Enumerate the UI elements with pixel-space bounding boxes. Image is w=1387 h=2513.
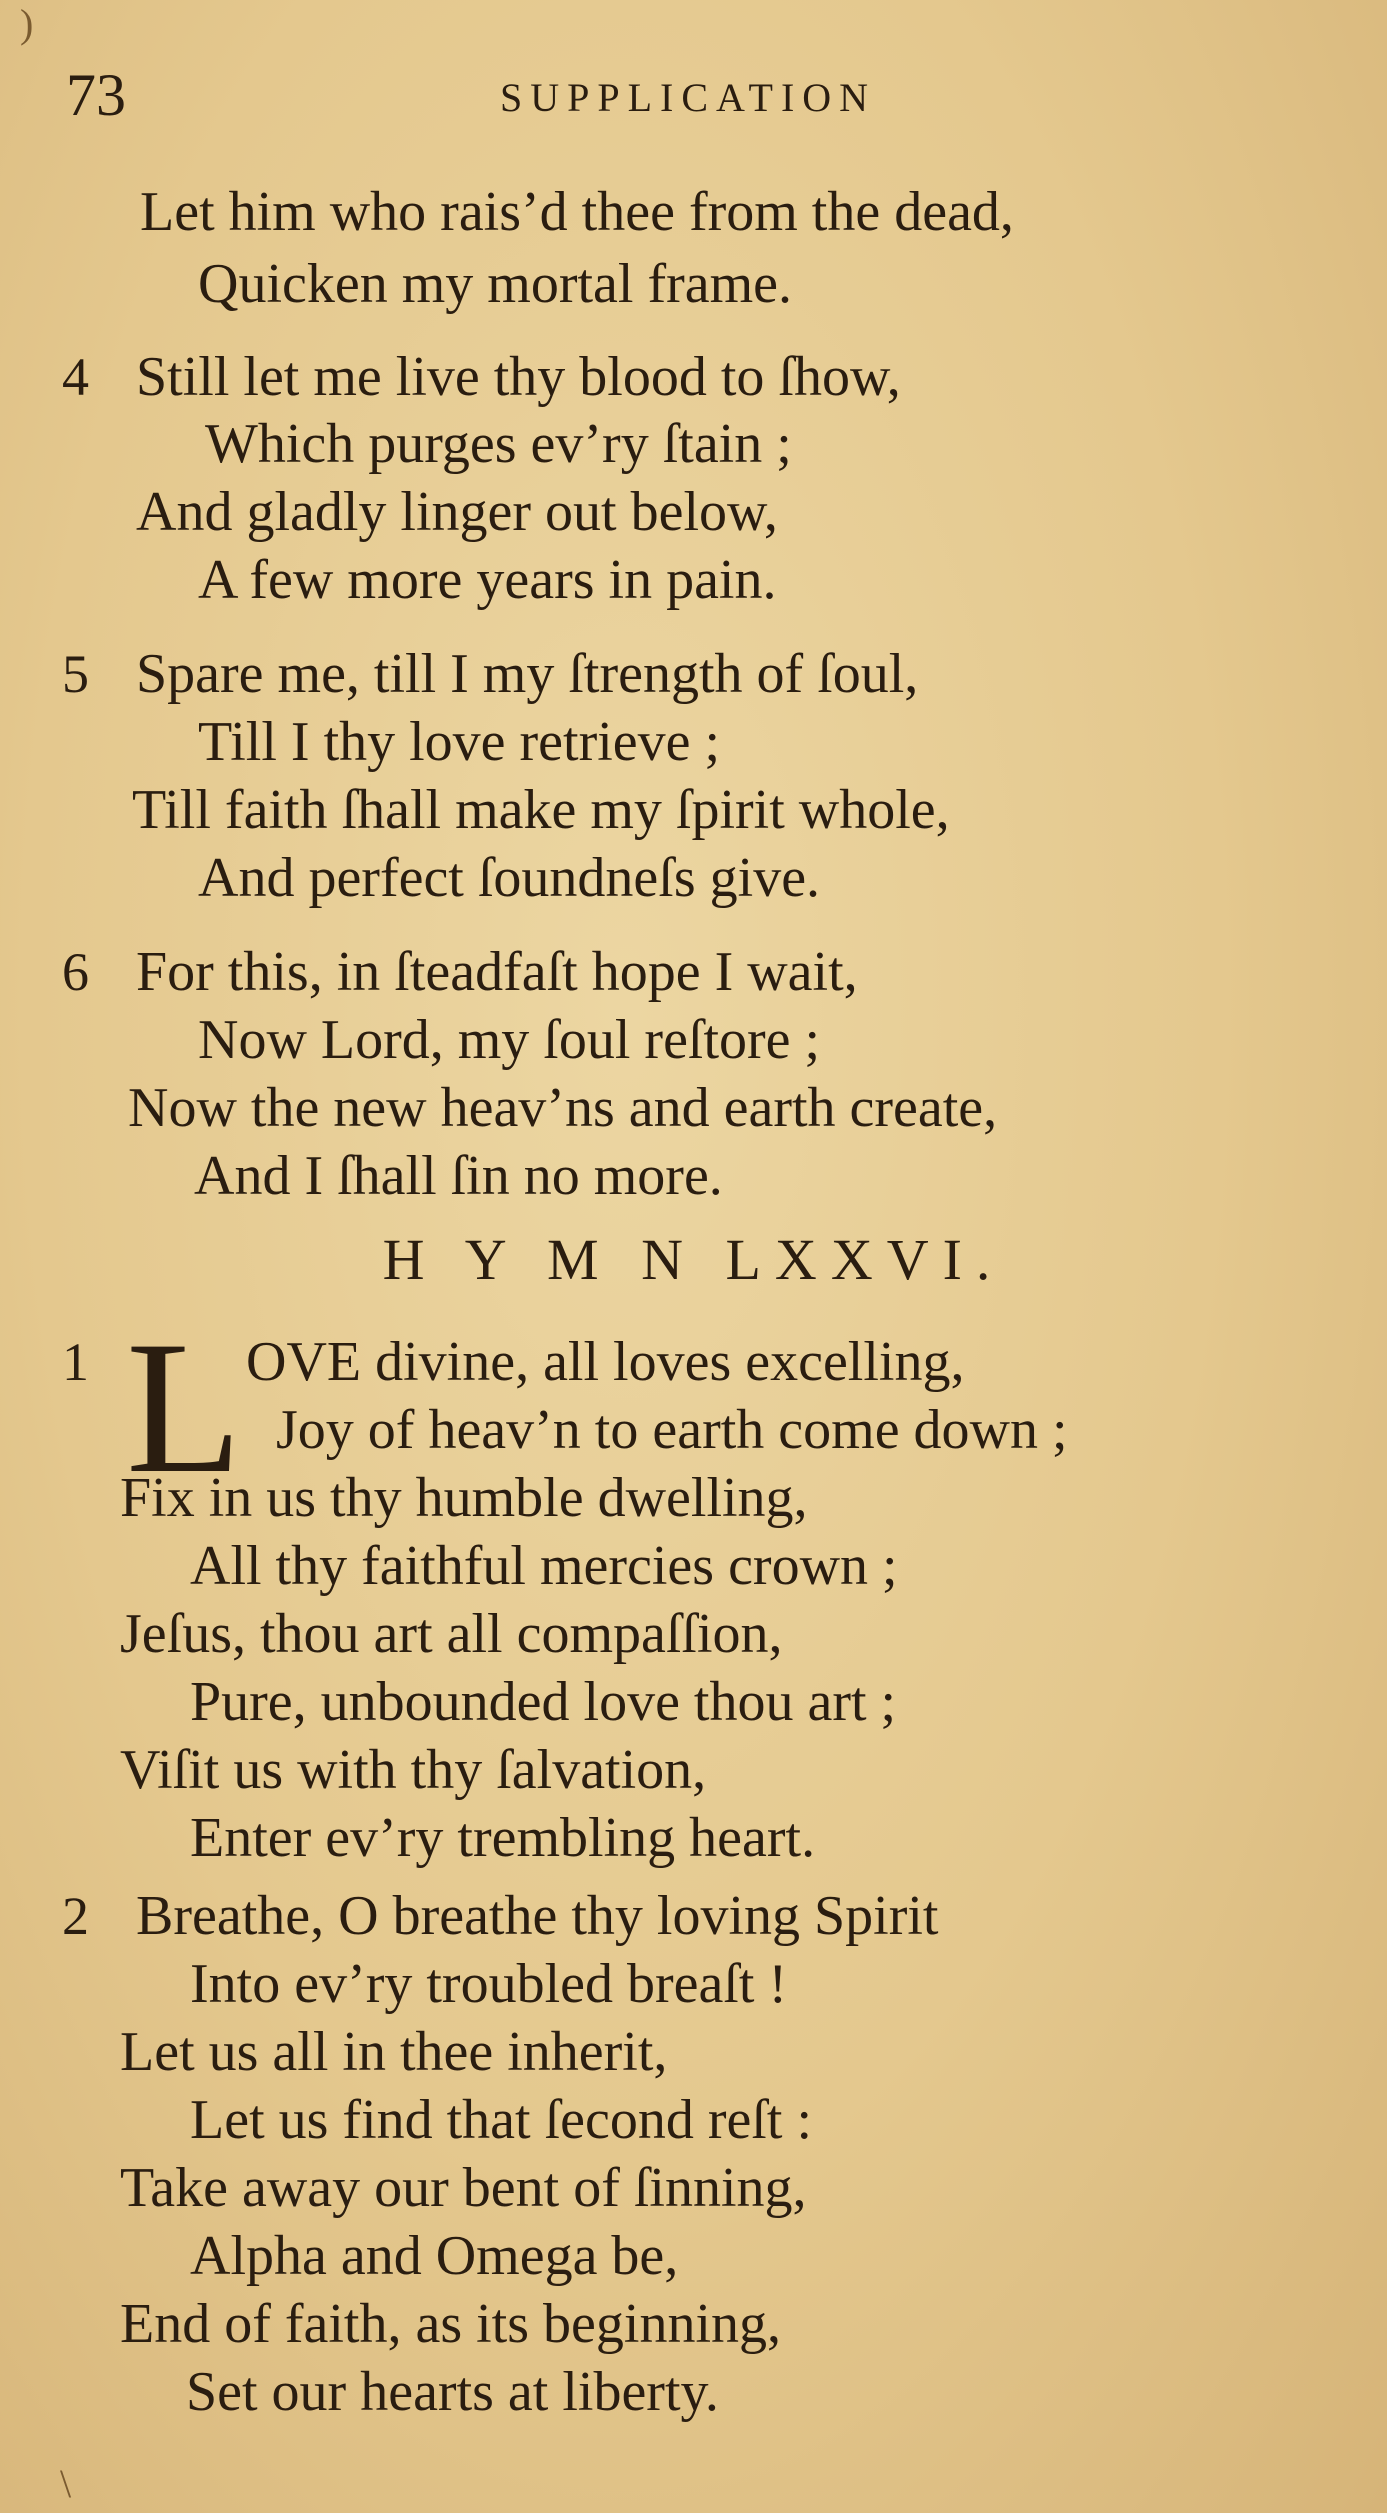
verse-line: Viſit us with thy ſalvation, [120, 1739, 707, 1801]
verse-line: And I ſhall ſin no more. [194, 1145, 723, 1207]
verse-line: Jeſus, thou art all compaſſion, [120, 1603, 783, 1665]
page-number: 73 [66, 62, 126, 128]
verse-line: All thy faithful mercies crown ; [190, 1535, 898, 1597]
stanza-number: 2 [62, 1886, 89, 1946]
verse-line: Pure, unbounded love thou art ; [190, 1671, 897, 1733]
verse-line: End of faith, as its beginning, [120, 2293, 782, 2355]
stanza-number: 6 [62, 942, 89, 1002]
verse-line: Joy of heav’n to earth come down ; [276, 1399, 1068, 1461]
verse-line: Still let me live thy blood to ſhow, [136, 346, 901, 408]
page-header [0, 60, 1387, 130]
verse-line: For this, in ſteadfaſt hope I wait, [136, 941, 858, 1003]
verse-line: A few more years in pain. [198, 549, 777, 611]
verse-line: And perfect ſoundneſs give. [198, 847, 821, 909]
verse-line: Now Lord, my ſoul reſtore ; [198, 1009, 821, 1071]
verse-line: Enter ev’ry trembling heart. [190, 1807, 816, 1869]
paper-mark: ) [20, 1, 34, 46]
hymn-title: H Y M N LXXVI. [382, 1227, 1005, 1292]
paper-mark: \ [60, 2461, 72, 2506]
verse-line: Let us find that ſecond reſt : [190, 2089, 813, 2151]
verse-line: And gladly linger out below, [136, 481, 778, 543]
stanza-number: 1 [62, 1332, 89, 1392]
verse-line: Fix in us thy humble dwelling, [120, 1467, 808, 1529]
stanza-number: 4 [62, 347, 89, 407]
verse-line: Breathe, O breathe thy loving Spirit [136, 1885, 939, 1947]
verse-line: Let him who rais’d thee from the dead, [140, 181, 1014, 243]
verse-line: Quicken my mortal frame. [198, 253, 793, 315]
verse-line: Spare me, till I my ſtrength of ſoul, [136, 643, 919, 705]
drop-cap: L [126, 1303, 243, 1513]
verse-line: Till I thy love retrieve ; [198, 711, 721, 773]
verse-line: Set our hearts at liberty. [186, 2361, 719, 2423]
verse-line: Which purges ev’ry ſtain ; [205, 413, 792, 475]
stanza-number: 5 [62, 644, 89, 704]
verse-line: Till faith ſhall make my ſpirit whole, [132, 779, 950, 841]
verse-line: Let us all in thee inherit, [120, 2021, 668, 2083]
verse-line: OVE divine, all loves excelling, [246, 1331, 965, 1393]
verse-line: Now the new heav’ns and earth create, [128, 1077, 998, 1139]
verse-line: Into ev’ry troubled breaſt ! [190, 1953, 788, 2015]
running-head: SUPPLICATION [500, 75, 877, 120]
verse-line: Alpha and Omega be, [190, 2225, 679, 2287]
verse-line: Take away our bent of ſinning, [120, 2157, 807, 2219]
